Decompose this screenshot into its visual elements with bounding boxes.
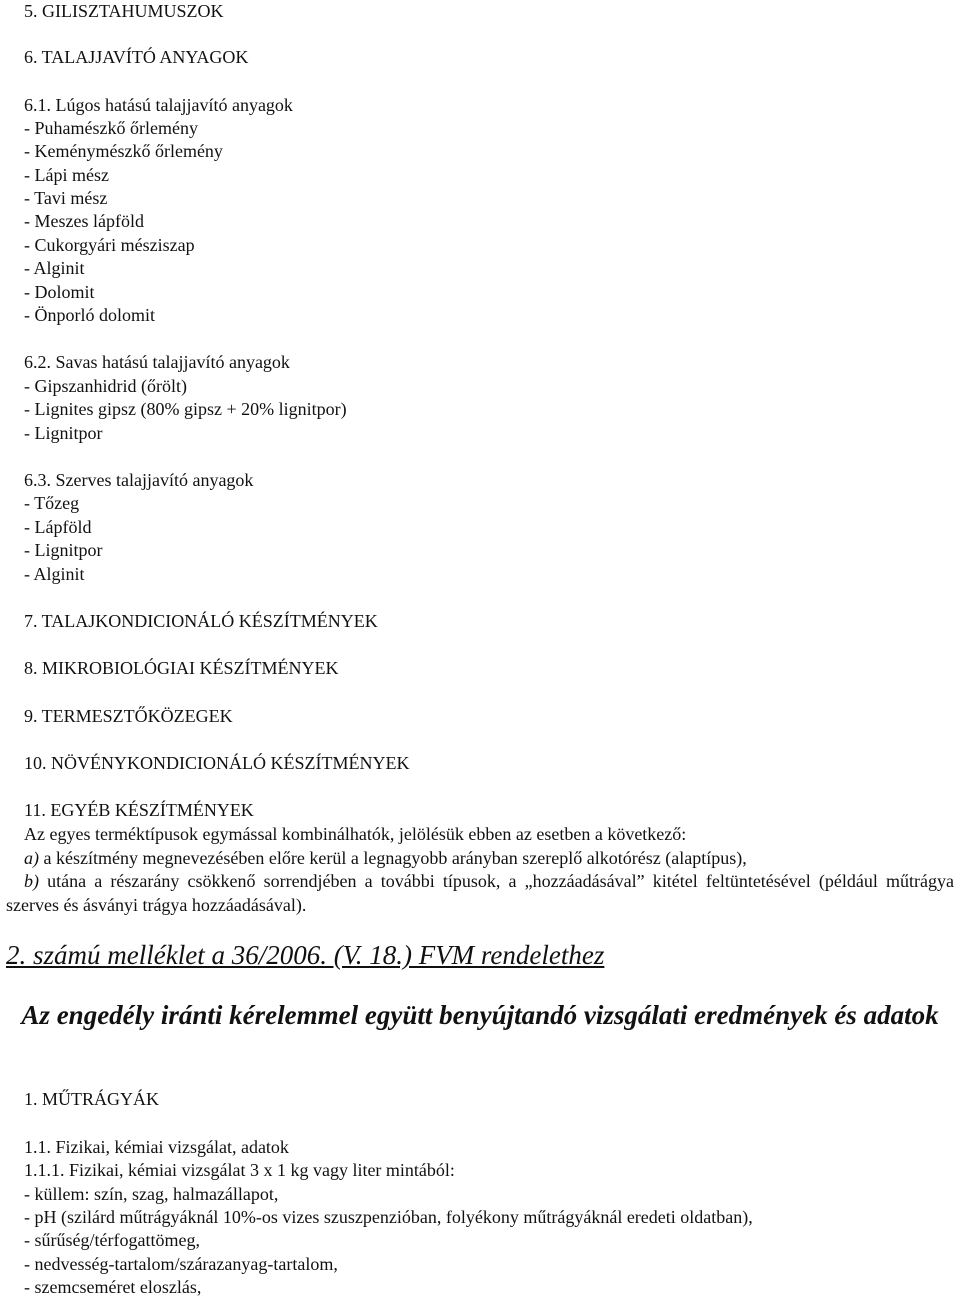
item-text: a készítmény megnevezésében előre kerül a legnagyobb arányban szereplő alkotórész (alaptípus), xyxy=(43,848,747,868)
list-item: - Tavi mész xyxy=(24,188,108,208)
list-item: - Önporló dolomit xyxy=(24,305,155,325)
list-item: - Lignites gipsz (80% gipsz + 20% lignitpor) xyxy=(24,399,347,419)
list-item: - Keménymészkő őrlemény xyxy=(24,141,223,161)
list-item: - Alginit xyxy=(24,564,85,584)
heading-6: 6. TALAJJAVÍTÓ ANYAGOK xyxy=(24,47,249,67)
section-11-item-a xyxy=(24,847,747,869)
item-text: utána a részarány csökkenő sorrendjében a további típusok, a „hozzáadásával” kitétel feltüntetésével (például műtrágya szerves és ásványi trágya hozzáadásával). xyxy=(6,871,954,915)
subheading-1-1-1: 1.1.1. Fizikai, kémiai vizsgálat 3 x 1 kg vagy liter mintából: xyxy=(24,1160,455,1180)
list-item: - pH (szilárd műtrágyáknál 10%-os vizes szuszpenzióban, folyékony műtrágyáknál eredeti oldatban), xyxy=(24,1207,753,1227)
list-item: - Meszes lápföld xyxy=(24,211,144,231)
list-item: - Lignitpor xyxy=(24,540,103,560)
heading-5: 5. GILISZTAHUMUSZOK xyxy=(24,1,224,21)
annex-subtitle: Az engedély iránti kérelemmel együtt benyújtandó vizsgálati eredmények és adatok xyxy=(21,1000,939,1030)
list-item: - Puhamészkő őrlemény xyxy=(24,118,198,138)
list-item: - szemcseméret eloszlás, xyxy=(24,1277,202,1297)
item-label: a) xyxy=(24,848,39,868)
list-item: - Lápi mész xyxy=(24,165,109,185)
subheading-1-1: 1.1. Fizikai, kémiai vizsgálat, adatok xyxy=(24,1137,289,1157)
section-title: 6.3. Szerves talajjavító anyagok xyxy=(24,470,254,490)
list-item: - Lápföld xyxy=(24,517,92,537)
heading-11: 11. EGYÉB KÉSZÍTMÉNYEK xyxy=(24,800,254,820)
heading-9: 9. TERMESZTŐKÖZEGEK xyxy=(24,706,233,726)
annex-title: 2. számú melléklet a 36/2006. (V. 18.) FVM rendelethez xyxy=(6,940,605,970)
heading-10: 10. NÖVÉNYKONDICIONÁLÓ KÉSZÍTMÉNYEK xyxy=(24,753,410,773)
section-11-item-b xyxy=(6,869,954,917)
list-item: - Tőzeg xyxy=(24,493,80,513)
heading-7: 7. TALAJKONDICIONÁLÓ KÉSZÍTMÉNYEK xyxy=(24,611,378,631)
list-item: - nedvesség-tartalom/szárazanyag-tartalom, xyxy=(24,1254,338,1274)
list-item: - Lignitpor xyxy=(24,423,103,443)
list-item: - Alginit xyxy=(24,258,85,278)
heading-8: 8. MIKROBIOLÓGIAI KÉSZÍTMÉNYEK xyxy=(24,658,339,678)
list-item: - Gipszanhidrid (őrölt) xyxy=(24,376,187,396)
heading-mutragyak: 1. MŰTRÁGYÁK xyxy=(24,1089,159,1109)
section-11-intro: Az egyes terméktípusok egymással kombinálhatók, jelölésük ebben az esetben a következő: xyxy=(24,824,687,844)
section-title: 6.2. Savas hatású talajjavító anyagok xyxy=(24,352,290,372)
list-item: - Cukorgyári mésziszap xyxy=(24,235,195,255)
section-title: 6.1. Lúgos hatású talajjavító anyagok xyxy=(24,95,293,115)
list-item: - Dolomit xyxy=(24,282,95,302)
list-item: - sűrűség/térfogattömeg, xyxy=(24,1230,200,1250)
item-label: b) xyxy=(24,871,39,891)
list-item: - küllem: szín, szag, halmazállapot, xyxy=(24,1184,279,1204)
